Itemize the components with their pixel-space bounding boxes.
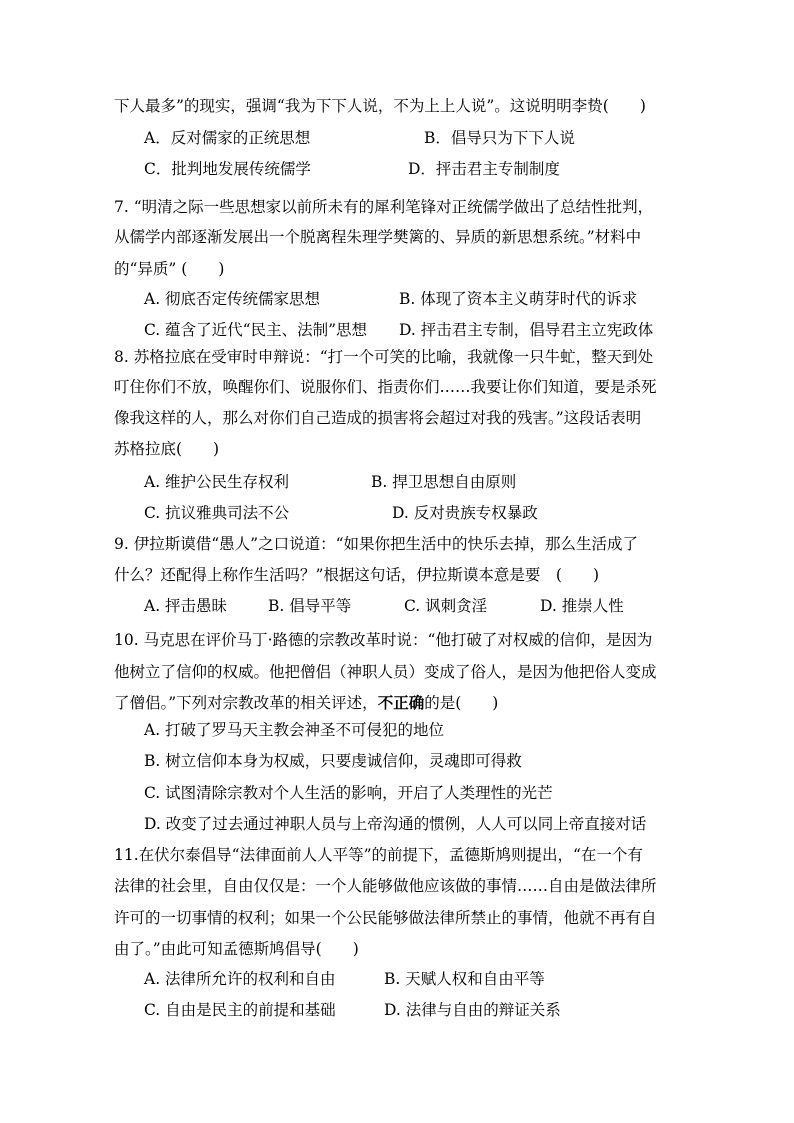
q7-stem-line3: 的“异质” ( ) <box>114 260 225 278</box>
q7-option-c: C. 蕴含了近代“民主、法制”思想 <box>144 321 368 339</box>
q9-stem-line2: 什么？还配得上称作生活吗？”根据这句话，伊拉斯谟本意是要 ( ) <box>114 566 600 584</box>
q9-option-c: C. 讽刺贪淫 <box>404 597 488 615</box>
q10-option-a-text: A. 打破了罗马天主教会神圣不可侵犯的地位 <box>144 721 445 739</box>
q8-stem-line4: 苏格拉底( ) <box>114 440 220 458</box>
q8-stem-line1: 8. 苏格拉底在受审时申辩说：“打一个可笑的比喻，我就像一只牛虻，整天到处 <box>114 348 654 366</box>
q10-stem-line2: 他树立了信仰的权威。他把僧侣（神职人员）变成了俗人，是因为他把俗人变成 <box>114 663 657 681</box>
q10-stem-line3-start: 了僧侣。”下列对宗教改革的相关评述， <box>114 694 378 712</box>
q11-option-c: C. 自由是民主的前提和基础 <box>144 1001 336 1019</box>
q10-stem-line3 <box>114 693 694 713</box>
q11-stem-line4: 由了。”由此可知孟德斯鸠倡导( ) <box>114 940 359 958</box>
q10-stem-line1: 10. 马克思在评价马丁·路德的宗教改革时说：“他打破了对权威的信仰，是因为 <box>114 631 653 649</box>
q7-stem-line2: 从儒学内部逐渐发展出一个脱离程朱理学樊篱的、异质的新思想系统。”材料中 <box>114 228 642 246</box>
q10-option-d-text: D. 改变了过去通过神职人员与上帝沟通的惯例，人人可以同上帝直接对话 <box>144 815 647 833</box>
q8-stem-line2: 叮住你们不放，唤醒你们、说服你们、指责你们……我要让你们知道，要是杀死 <box>114 378 657 396</box>
q9-stem-line1: 9. 伊拉斯谟借“愚人”之口说道：“如果你把生活中的快乐去掉，那么生活成了 <box>114 535 638 553</box>
q8-stem-line3: 像我这样的人，那么对你们自己造成的损害将会超过对我的残害。”这段话表明 <box>114 409 642 427</box>
q7-option-d: D. 抨击君主专制，倡导君主立宪政体 <box>399 321 654 339</box>
q11-option-d: D. 法律与自由的辩证关系 <box>384 1001 561 1019</box>
q10-stem-line3-end: 的是( ) <box>424 694 499 712</box>
q11-option-b: B. 天赋人权和自由平等 <box>384 970 545 988</box>
q8-option-d: D. 反对贵族专权暴政 <box>392 504 538 522</box>
q6-option-a: A．反对儒家的正统思想 <box>144 129 311 147</box>
q8-option-c: C. 抗议雅典司法不公 <box>144 504 290 522</box>
q8-option-b: B. 捍卫思想自由原则 <box>371 473 517 491</box>
q7-stem-line1: 7. “明清之际一些思想家以前所未有的犀利笔锋对正统儒学做出了总结性批判， <box>114 198 654 216</box>
q11-stem-line1: 11.在伏尔泰倡导“法律面前人人平等”的前提下，孟德斯鸠则提出，“在一个有 <box>114 846 643 864</box>
q8-option-a: A. 维护公民生存权利 <box>144 473 290 491</box>
q9-option-b: B. 倡导平等 <box>268 597 352 615</box>
q9-option-a: A. 抨击愚昧 <box>144 597 228 615</box>
q10-emphasis-incorrect: 不正确 <box>377 693 425 712</box>
q7-option-a: A. 彻底否定传统儒家思想 <box>144 290 321 308</box>
q11-stem-line2: 法律的社会里，自由仅仅是：一个人能够做他应该做的事情……自由是做法律所 <box>114 877 657 895</box>
q10-option-b-text: B. 树立信仰本身为权威，只要虔诚信仰，灵魂即可得救 <box>144 752 522 770</box>
q6-option-d: D．抨击君主专制制度 <box>408 160 560 178</box>
q10-option-c-text: C. 试图清除宗教对个人生活的影响，开启了人类理性的光芒 <box>144 784 553 802</box>
q7-option-b: B. 体现了资本主义萌芽时代的诉求 <box>399 290 638 308</box>
q9-option-d: D. 推崇人性 <box>540 597 624 615</box>
q11-option-a: A. 法律所允许的权利和自由 <box>144 970 336 988</box>
q6-stem-continued: 下人最多”的现实，强调“我为下下人说，不为上上人说”。这说明明李贽( ) <box>114 97 646 115</box>
q11-stem-line3: 许可的一切事情的权利；如果一个公民能够做法律所禁止的事情，他就不再有自 <box>114 909 657 927</box>
q6-option-c: C．批判地发展传统儒学 <box>144 160 311 178</box>
q6-option-b: B．倡导只为下下人说 <box>424 129 575 147</box>
